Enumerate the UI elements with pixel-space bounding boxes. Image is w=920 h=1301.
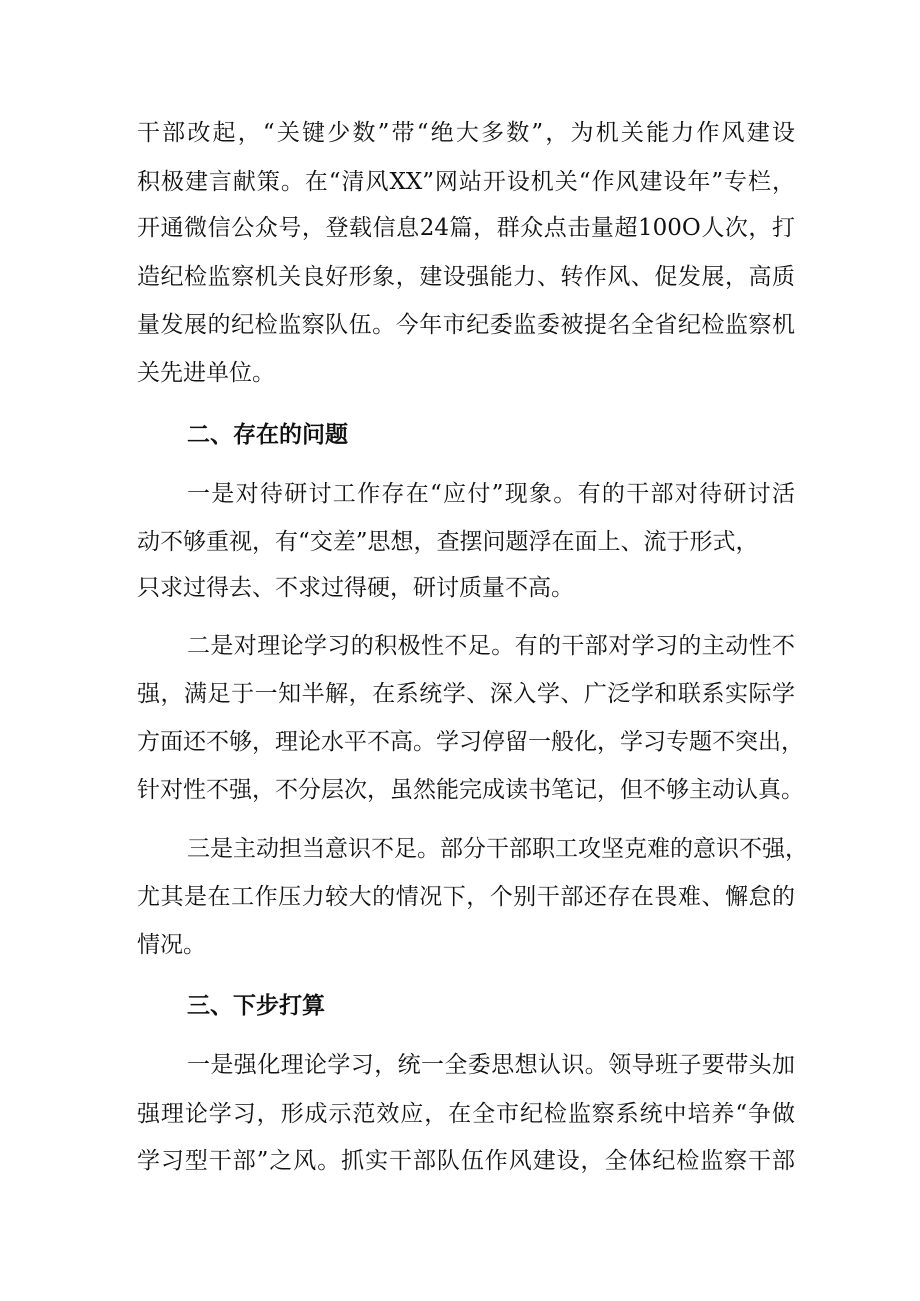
intro-line-3: 开通微信公众号，登载信息24篇，群众点击量超100O人次，打	[137, 215, 795, 241]
next-steps-para1-line-2: 强理论学习，形成示范效应，在全市纪检监察系统中培养“争做	[137, 1101, 795, 1127]
problems-para3-line-3: 情况。	[137, 932, 206, 958]
problems-para2-line-2: 强，满足于一知半解，在系统学、深入学、广泛学和联系实际学	[137, 681, 795, 707]
problems-para1-line-3: 只求过得去、不求过得硬，研讨质量不高。	[137, 575, 574, 601]
problems-para1-line-2: 动不够重视，有“交差”思想，查摆问题浮在面上、流于形式，	[137, 529, 759, 555]
section-heading-next-steps: 三、下步打算	[187, 992, 325, 1019]
problems-para2-line-3: 方面还不够，理论水平不高。学习停留一般化，学习专题不突出，	[137, 729, 804, 755]
section-heading-problems: 二、存在的问题	[187, 421, 348, 448]
intro-line-2: 积极建言献策。在“清风XX”网站开设机关“作风建设年”专栏，	[137, 169, 795, 195]
next-steps-para1-line-3: 学习型干部”之风。抓实干部队伍作风建设，全体纪检监察干部	[137, 1148, 795, 1174]
next-steps-para1-line-1: 一是强化理论学习，统一全委思想认识。领导班子要带头加	[187, 1052, 795, 1078]
intro-line-5: 量发展的纪检监察队伍。今年市纪委监委被提名全省纪检监察机	[137, 312, 795, 338]
intro-line-4: 造纪检监察机关良好形象，建设强能力、转作风、促发展，高质	[137, 264, 795, 290]
problems-para2-line-4: 针对性不强，不分层次，虽然能完成读书笔记，但不够主动认真。	[137, 777, 804, 803]
problems-para3-line-2: 尤其是在工作压力较大的情况下，个别干部还存在畏难、懈怠的	[137, 884, 795, 910]
problems-para1-line-1: 一是对待研讨工作存在“应付”现象。有的干部对待研讨活	[187, 481, 795, 507]
intro-line-6: 关先进单位。	[137, 360, 275, 386]
problems-para2-line-1: 二是对理论学习的积极性不足。有的干部对学习的主动性不	[187, 633, 795, 659]
problems-para3-line-1: 三是主动担当意识不足。部分干部职工攻坚克难的意识不强，	[187, 836, 808, 862]
intro-line-1: 干部改起，“关键少数”带“绝大多数”，为机关能力作风建设	[137, 120, 795, 146]
